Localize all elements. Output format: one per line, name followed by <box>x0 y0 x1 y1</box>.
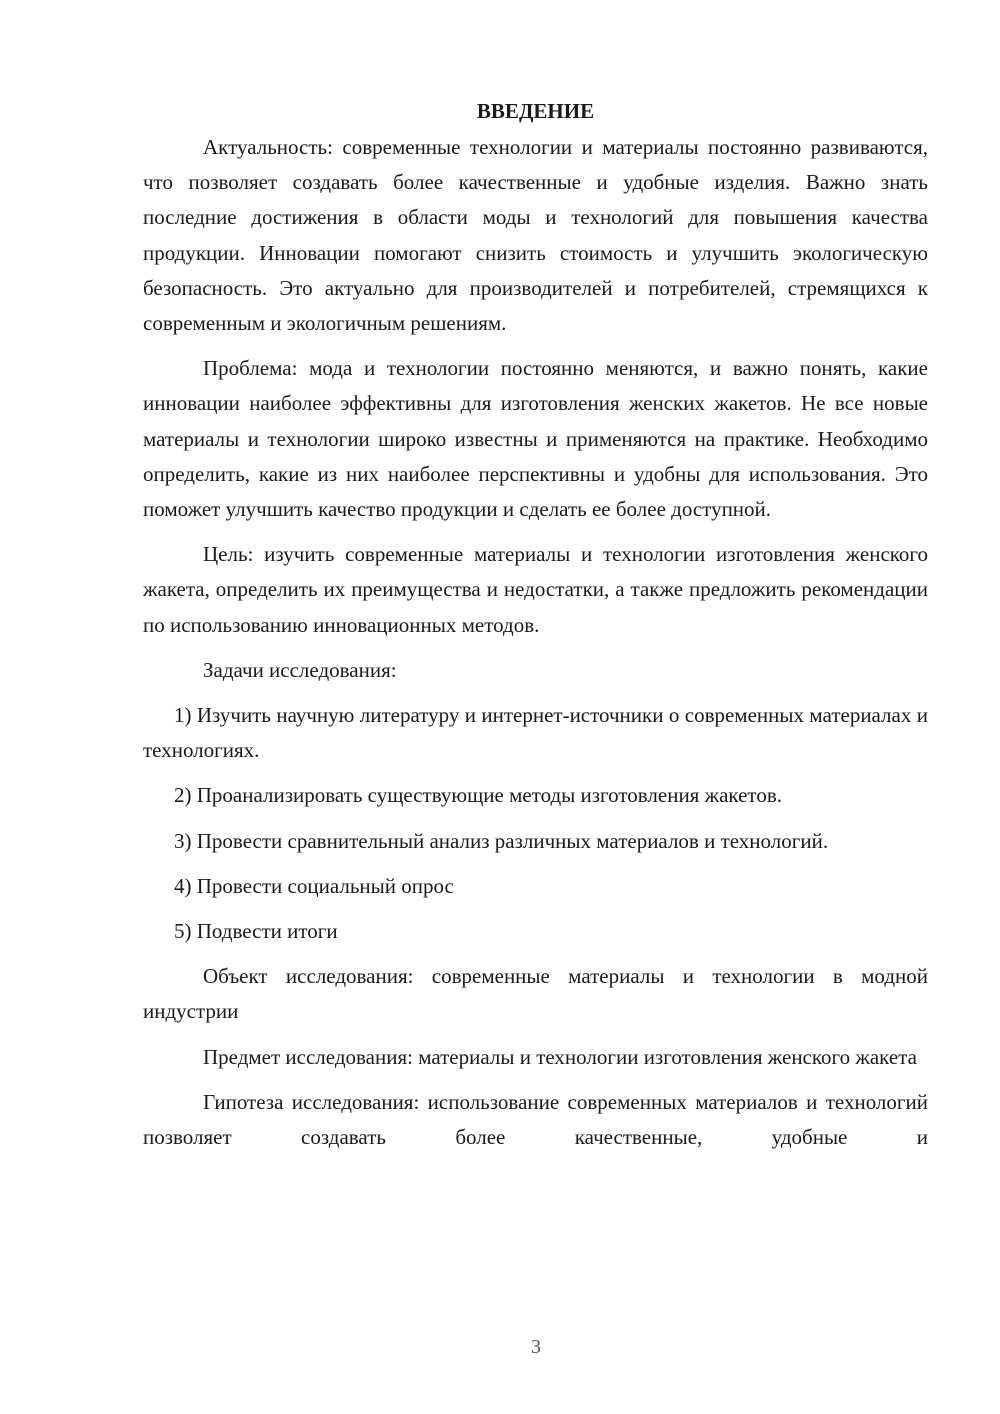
paragraph-object: Объект исследования: современные материалы и технологии в модной индустрии <box>143 964 928 1024</box>
section-heading: ВВЕДЕНИЕ <box>476 99 595 123</box>
paragraph-goal: Цель: изучить современные материалы и технологии изготовления женского жакета, определить их преимущества и недостатки, а также предложить рекомендации по использованию инновационных методов. <box>143 542 928 637</box>
task-item-1: 1) Изучить научную литературу и интернет-источники о современных материалах и технологиях. <box>143 703 928 763</box>
paragraph-relevance: Актуальность: современные технологии и материалы постоянно развиваются, что позволяет создавать более качественные и удобные изделия. Важно знать последние достижения в области моды и технологий для повышения качества продукции. Инновации помогают снизить стоимость и улучшить экологическую безопасность. Это актуально для производителей и потребителей, стремящихся к современным и экологичным решениям. <box>143 135 928 336</box>
task-item-3: 3) Провести сравнительный анализ различных материалов и технологий. <box>174 828 829 853</box>
task-item-2: 2) Проанализировать существующие методы изготовления жакетов. <box>174 783 782 808</box>
page-number: 3 <box>531 1336 541 1358</box>
document-page <box>143 96 928 1165</box>
task-item-4: 4) Провести социальный опрос <box>174 873 454 898</box>
task-item-5: 5) Подвести итоги <box>174 919 338 944</box>
paragraph-subject: Предмет исследования: материалы и технологии изготовления женского жакета <box>203 1044 917 1069</box>
paragraph-tasks-title: Задачи исследования: <box>203 657 397 682</box>
paragraph-hypothesis: Гипотеза исследования: использование современных материалов и технологий позволяет создавать более качественные, удобные и <box>143 1089 928 1150</box>
paragraph-problem: Проблема: мода и технологии постоянно меняются, и важно понять, какие инновации наиболее эффективны для изготовления женских жакетов. Не все новые материалы и технологии широко известны и применяются на практике. Необходимо определить, какие из них наиболее перспективны и удобны для использования. Это поможет улучшить качество продукции и сделать ее более доступной. <box>143 356 928 522</box>
